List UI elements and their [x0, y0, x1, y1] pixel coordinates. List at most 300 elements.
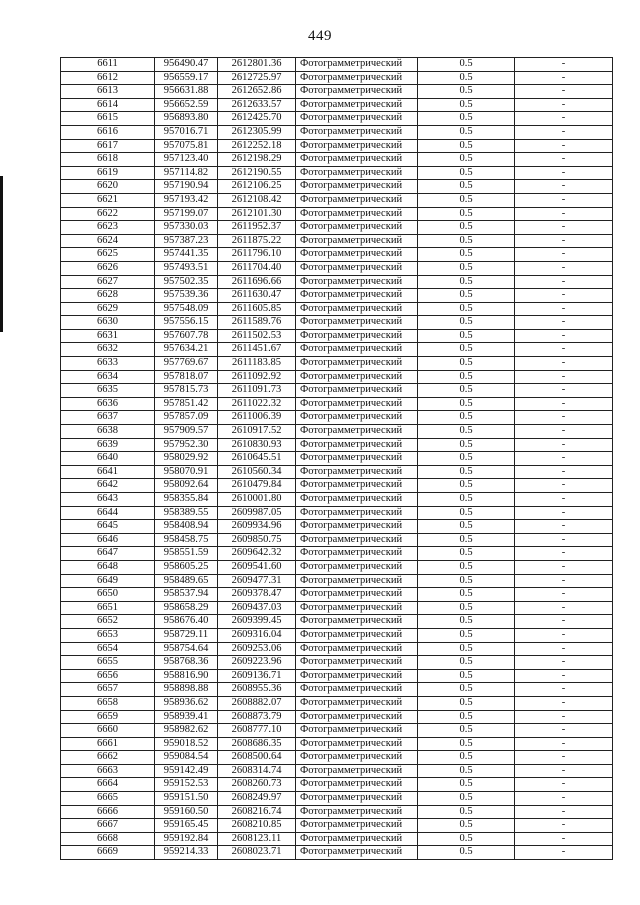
note-cell: -	[515, 343, 613, 357]
x-coordinate-cell: 956893.80	[155, 112, 218, 126]
point-number-cell: 6620	[61, 180, 155, 194]
x-coordinate-cell: 958458.75	[155, 533, 218, 547]
method-cell: Фотограмметрический	[296, 669, 418, 683]
note-cell: -	[515, 452, 613, 466]
accuracy-cell: 0.5	[418, 411, 515, 425]
note-cell: -	[515, 574, 613, 588]
table-row	[61, 153, 613, 167]
accuracy-cell: 0.5	[418, 370, 515, 384]
accuracy-cell: 0.5	[418, 601, 515, 615]
table-row	[61, 520, 613, 534]
accuracy-cell: 0.5	[418, 207, 515, 221]
accuracy-cell: 0.5	[418, 724, 515, 738]
point-number-cell: 6668	[61, 832, 155, 846]
y-coordinate-cell: 2611092.92	[218, 370, 296, 384]
accuracy-cell: 0.5	[418, 98, 515, 112]
note-cell: -	[515, 683, 613, 697]
accuracy-cell: 0.5	[418, 751, 515, 765]
note-cell: -	[515, 792, 613, 806]
table-row	[61, 832, 613, 846]
y-coordinate-cell: 2611502.53	[218, 329, 296, 343]
method-cell: Фотограмметрический	[296, 438, 418, 452]
table-row	[61, 343, 613, 357]
table-row	[61, 846, 613, 860]
point-number-cell: 6618	[61, 153, 155, 167]
table-row	[61, 493, 613, 507]
coordinates-table	[60, 57, 613, 860]
y-coordinate-cell: 2608873.79	[218, 710, 296, 724]
y-coordinate-cell: 2608882.07	[218, 696, 296, 710]
y-coordinate-cell: 2608500.64	[218, 751, 296, 765]
y-coordinate-cell: 2609642.32	[218, 547, 296, 561]
table-row	[61, 112, 613, 126]
y-coordinate-cell: 2611704.40	[218, 261, 296, 275]
table-row	[61, 452, 613, 466]
point-number-cell: 6612	[61, 71, 155, 85]
y-coordinate-cell: 2612633.57	[218, 98, 296, 112]
y-coordinate-cell: 2611589.76	[218, 316, 296, 330]
point-number-cell: 6622	[61, 207, 155, 221]
note-cell: -	[515, 832, 613, 846]
x-coordinate-cell: 959084.54	[155, 751, 218, 765]
method-cell: Фотограмметрический	[296, 819, 418, 833]
method-cell: Фотограмметрический	[296, 560, 418, 574]
y-coordinate-cell: 2609316.04	[218, 628, 296, 642]
accuracy-cell: 0.5	[418, 261, 515, 275]
table-body	[61, 58, 613, 860]
note-cell: -	[515, 166, 613, 180]
y-coordinate-cell: 2608210.85	[218, 819, 296, 833]
accuracy-cell: 0.5	[418, 275, 515, 289]
note-cell: -	[515, 724, 613, 738]
note-cell: -	[515, 98, 613, 112]
x-coordinate-cell: 957199.07	[155, 207, 218, 221]
method-cell: Фотограмметрический	[296, 520, 418, 534]
x-coordinate-cell: 957123.40	[155, 153, 218, 167]
table-row	[61, 289, 613, 303]
point-number-cell: 6654	[61, 642, 155, 656]
y-coordinate-cell: 2612198.29	[218, 153, 296, 167]
y-coordinate-cell: 2610479.84	[218, 479, 296, 493]
method-cell: Фотограмметрический	[296, 574, 418, 588]
note-cell: -	[515, 180, 613, 194]
point-number-cell: 6667	[61, 819, 155, 833]
table-row	[61, 710, 613, 724]
x-coordinate-cell: 957857.09	[155, 411, 218, 425]
x-coordinate-cell: 958936.62	[155, 696, 218, 710]
note-cell: -	[515, 479, 613, 493]
x-coordinate-cell: 959152.53	[155, 778, 218, 792]
table-row	[61, 397, 613, 411]
x-coordinate-cell: 957769.67	[155, 357, 218, 371]
method-cell: Фотограмметрический	[296, 642, 418, 656]
table-row	[61, 384, 613, 398]
method-cell: Фотограмметрический	[296, 71, 418, 85]
note-cell: -	[515, 547, 613, 561]
method-cell: Фотограмметрический	[296, 234, 418, 248]
method-cell: Фотограмметрический	[296, 764, 418, 778]
x-coordinate-cell: 957193.42	[155, 193, 218, 207]
x-coordinate-cell: 957815.73	[155, 384, 218, 398]
method-cell: Фотограмметрический	[296, 139, 418, 153]
note-cell: -	[515, 261, 613, 275]
method-cell: Фотограмметрический	[296, 316, 418, 330]
note-cell: -	[515, 275, 613, 289]
x-coordinate-cell: 959214.33	[155, 846, 218, 860]
note-cell: -	[515, 234, 613, 248]
note-cell: -	[515, 710, 613, 724]
x-coordinate-cell: 958551.59	[155, 547, 218, 561]
y-coordinate-cell: 2609850.75	[218, 533, 296, 547]
note-cell: -	[515, 139, 613, 153]
accuracy-cell: 0.5	[418, 343, 515, 357]
note-cell: -	[515, 357, 613, 371]
note-cell: -	[515, 846, 613, 860]
y-coordinate-cell: 2611451.67	[218, 343, 296, 357]
note-cell: -	[515, 411, 613, 425]
point-number-cell: 6626	[61, 261, 155, 275]
note-cell: -	[515, 316, 613, 330]
x-coordinate-cell: 958939.41	[155, 710, 218, 724]
point-number-cell: 6621	[61, 193, 155, 207]
note-cell: -	[515, 601, 613, 615]
table-row	[61, 425, 613, 439]
point-number-cell: 6623	[61, 221, 155, 235]
y-coordinate-cell: 2609477.31	[218, 574, 296, 588]
accuracy-cell: 0.5	[418, 180, 515, 194]
accuracy-cell: 0.5	[418, 832, 515, 846]
note-cell: -	[515, 207, 613, 221]
accuracy-cell: 0.5	[418, 465, 515, 479]
x-coordinate-cell: 957016.71	[155, 125, 218, 139]
point-number-cell: 6652	[61, 615, 155, 629]
x-coordinate-cell: 958389.55	[155, 506, 218, 520]
method-cell: Фотограмметрический	[296, 357, 418, 371]
x-coordinate-cell: 956652.59	[155, 98, 218, 112]
table-row	[61, 533, 613, 547]
method-cell: Фотограмметрический	[296, 751, 418, 765]
accuracy-cell: 0.5	[418, 547, 515, 561]
y-coordinate-cell: 2608249.97	[218, 792, 296, 806]
method-cell: Фотограмметрический	[296, 329, 418, 343]
note-cell: -	[515, 560, 613, 574]
accuracy-cell: 0.5	[418, 193, 515, 207]
x-coordinate-cell: 957493.51	[155, 261, 218, 275]
point-number-cell: 6637	[61, 411, 155, 425]
y-coordinate-cell: 2610001.80	[218, 493, 296, 507]
x-coordinate-cell: 957075.81	[155, 139, 218, 153]
note-cell: -	[515, 248, 613, 262]
accuracy-cell: 0.5	[418, 683, 515, 697]
accuracy-cell: 0.5	[418, 139, 515, 153]
method-cell: Фотограмметрический	[296, 547, 418, 561]
x-coordinate-cell: 957818.07	[155, 370, 218, 384]
point-number-cell: 6655	[61, 656, 155, 670]
point-number-cell: 6611	[61, 58, 155, 72]
x-coordinate-cell: 956490.47	[155, 58, 218, 72]
y-coordinate-cell: 2608314.74	[218, 764, 296, 778]
accuracy-cell: 0.5	[418, 384, 515, 398]
x-coordinate-cell: 958982.62	[155, 724, 218, 738]
x-coordinate-cell: 958676.40	[155, 615, 218, 629]
accuracy-cell: 0.5	[418, 221, 515, 235]
method-cell: Фотограмметрический	[296, 737, 418, 751]
x-coordinate-cell: 957851.42	[155, 397, 218, 411]
y-coordinate-cell: 2611875.22	[218, 234, 296, 248]
x-coordinate-cell: 957190.94	[155, 180, 218, 194]
accuracy-cell: 0.5	[418, 289, 515, 303]
y-coordinate-cell: 2608955.36	[218, 683, 296, 697]
x-coordinate-cell: 959165.45	[155, 819, 218, 833]
x-coordinate-cell: 959151.50	[155, 792, 218, 806]
table-row	[61, 139, 613, 153]
table-row	[61, 737, 613, 751]
accuracy-cell: 0.5	[418, 710, 515, 724]
accuracy-cell: 0.5	[418, 506, 515, 520]
accuracy-cell: 0.5	[418, 642, 515, 656]
table-row	[61, 642, 613, 656]
point-number-cell: 6647	[61, 547, 155, 561]
method-cell: Фотограмметрический	[296, 588, 418, 602]
method-cell: Фотограмметрический	[296, 452, 418, 466]
y-coordinate-cell: 2612425.70	[218, 112, 296, 126]
point-number-cell: 6624	[61, 234, 155, 248]
method-cell: Фотограмметрический	[296, 411, 418, 425]
accuracy-cell: 0.5	[418, 112, 515, 126]
note-cell: -	[515, 438, 613, 452]
method-cell: Фотограмметрический	[296, 275, 418, 289]
method-cell: Фотограмметрический	[296, 656, 418, 670]
y-coordinate-cell: 2611605.85	[218, 302, 296, 316]
x-coordinate-cell: 957548.09	[155, 302, 218, 316]
y-coordinate-cell: 2612801.36	[218, 58, 296, 72]
y-coordinate-cell: 2608260.73	[218, 778, 296, 792]
accuracy-cell: 0.5	[418, 493, 515, 507]
table-row	[61, 805, 613, 819]
table-row	[61, 234, 613, 248]
method-cell: Фотограмметрический	[296, 615, 418, 629]
method-cell: Фотограмметрический	[296, 805, 418, 819]
x-coordinate-cell: 957502.35	[155, 275, 218, 289]
point-number-cell: 6653	[61, 628, 155, 642]
note-cell: -	[515, 85, 613, 99]
y-coordinate-cell: 2612305.99	[218, 125, 296, 139]
y-coordinate-cell: 2611696.66	[218, 275, 296, 289]
accuracy-cell: 0.5	[418, 846, 515, 860]
y-coordinate-cell: 2608777.10	[218, 724, 296, 738]
y-coordinate-cell: 2611006.39	[218, 411, 296, 425]
table-row	[61, 411, 613, 425]
page-number: 449	[308, 28, 332, 44]
point-number-cell: 6662	[61, 751, 155, 765]
note-cell: -	[515, 397, 613, 411]
x-coordinate-cell: 957909.57	[155, 425, 218, 439]
note-cell: -	[515, 329, 613, 343]
note-cell: -	[515, 112, 613, 126]
table-row	[61, 547, 613, 561]
accuracy-cell: 0.5	[418, 628, 515, 642]
method-cell: Фотограмметрический	[296, 125, 418, 139]
table-row	[61, 574, 613, 588]
y-coordinate-cell: 2611630.47	[218, 289, 296, 303]
accuracy-cell: 0.5	[418, 316, 515, 330]
method-cell: Фотограмметрический	[296, 683, 418, 697]
point-number-cell: 6631	[61, 329, 155, 343]
method-cell: Фотограмметрический	[296, 261, 418, 275]
note-cell: -	[515, 615, 613, 629]
accuracy-cell: 0.5	[418, 166, 515, 180]
y-coordinate-cell: 2609541.60	[218, 560, 296, 574]
y-coordinate-cell: 2610830.93	[218, 438, 296, 452]
method-cell: Фотограмметрический	[296, 696, 418, 710]
y-coordinate-cell: 2610645.51	[218, 452, 296, 466]
note-cell: -	[515, 642, 613, 656]
accuracy-cell: 0.5	[418, 520, 515, 534]
y-coordinate-cell: 2608023.71	[218, 846, 296, 860]
point-number-cell: 6619	[61, 166, 155, 180]
method-cell: Фотограмметрический	[296, 166, 418, 180]
x-coordinate-cell: 957387.23	[155, 234, 218, 248]
note-cell: -	[515, 302, 613, 316]
y-coordinate-cell: 2611952.37	[218, 221, 296, 235]
note-cell: -	[515, 805, 613, 819]
table-row	[61, 588, 613, 602]
table-row	[61, 248, 613, 262]
note-cell: -	[515, 506, 613, 520]
note-cell: -	[515, 125, 613, 139]
method-cell: Фотограмметрический	[296, 180, 418, 194]
y-coordinate-cell: 2609378.47	[218, 588, 296, 602]
point-number-cell: 6648	[61, 560, 155, 574]
x-coordinate-cell: 959160.50	[155, 805, 218, 819]
table-row	[61, 656, 613, 670]
table-row	[61, 751, 613, 765]
note-cell: -	[515, 193, 613, 207]
method-cell: Фотограмметрический	[296, 493, 418, 507]
x-coordinate-cell: 957330.03	[155, 221, 218, 235]
point-number-cell: 6663	[61, 764, 155, 778]
x-coordinate-cell: 957441.35	[155, 248, 218, 262]
method-cell: Фотограмметрический	[296, 792, 418, 806]
note-cell: -	[515, 71, 613, 85]
x-coordinate-cell: 956559.17	[155, 71, 218, 85]
method-cell: Фотограмметрический	[296, 425, 418, 439]
table-row	[61, 98, 613, 112]
method-cell: Фотограмметрический	[296, 221, 418, 235]
accuracy-cell: 0.5	[418, 615, 515, 629]
method-cell: Фотограмметрический	[296, 384, 418, 398]
note-cell: -	[515, 628, 613, 642]
accuracy-cell: 0.5	[418, 656, 515, 670]
table-row	[61, 85, 613, 99]
point-number-cell: 6615	[61, 112, 155, 126]
method-cell: Фотограмметрический	[296, 58, 418, 72]
table-row	[61, 370, 613, 384]
x-coordinate-cell: 957539.36	[155, 289, 218, 303]
method-cell: Фотограмметрический	[296, 506, 418, 520]
accuracy-cell: 0.5	[418, 125, 515, 139]
point-number-cell: 6628	[61, 289, 155, 303]
accuracy-cell: 0.5	[418, 452, 515, 466]
note-cell: -	[515, 493, 613, 507]
accuracy-cell: 0.5	[418, 805, 515, 819]
x-coordinate-cell: 958489.65	[155, 574, 218, 588]
y-coordinate-cell: 2609136.71	[218, 669, 296, 683]
y-coordinate-cell: 2612108.42	[218, 193, 296, 207]
point-number-cell: 6644	[61, 506, 155, 520]
point-number-cell: 6633	[61, 357, 155, 371]
table-row	[61, 261, 613, 275]
accuracy-cell: 0.5	[418, 357, 515, 371]
note-cell: -	[515, 370, 613, 384]
point-number-cell: 6665	[61, 792, 155, 806]
note-cell: -	[515, 153, 613, 167]
point-number-cell: 6639	[61, 438, 155, 452]
point-number-cell: 6666	[61, 805, 155, 819]
accuracy-cell: 0.5	[418, 819, 515, 833]
method-cell: Фотограмметрический	[296, 207, 418, 221]
accuracy-cell: 0.5	[418, 533, 515, 547]
y-coordinate-cell: 2608216.74	[218, 805, 296, 819]
x-coordinate-cell: 957556.15	[155, 316, 218, 330]
y-coordinate-cell: 2610917.52	[218, 425, 296, 439]
point-number-cell: 6664	[61, 778, 155, 792]
point-number-cell: 6650	[61, 588, 155, 602]
point-number-cell: 6630	[61, 316, 155, 330]
accuracy-cell: 0.5	[418, 696, 515, 710]
note-cell: -	[515, 778, 613, 792]
x-coordinate-cell: 958729.11	[155, 628, 218, 642]
accuracy-cell: 0.5	[418, 588, 515, 602]
note-cell: -	[515, 58, 613, 72]
note-cell: -	[515, 696, 613, 710]
x-coordinate-cell: 958816.90	[155, 669, 218, 683]
table-row	[61, 683, 613, 697]
table-row	[61, 628, 613, 642]
point-number-cell: 6643	[61, 493, 155, 507]
x-coordinate-cell: 958898.88	[155, 683, 218, 697]
y-coordinate-cell: 2609223.96	[218, 656, 296, 670]
y-coordinate-cell: 2611091.73	[218, 384, 296, 398]
x-coordinate-cell: 958658.29	[155, 601, 218, 615]
table-row	[61, 275, 613, 289]
method-cell: Фотограмметрический	[296, 193, 418, 207]
method-cell: Фотограмметрический	[296, 248, 418, 262]
method-cell: Фотограмметрический	[296, 112, 418, 126]
x-coordinate-cell: 959192.84	[155, 832, 218, 846]
table-row	[61, 221, 613, 235]
table-row	[61, 166, 613, 180]
table-row	[61, 669, 613, 683]
accuracy-cell: 0.5	[418, 85, 515, 99]
y-coordinate-cell: 2611022.32	[218, 397, 296, 411]
note-cell: -	[515, 588, 613, 602]
y-coordinate-cell: 2608123.11	[218, 832, 296, 846]
table-row	[61, 724, 613, 738]
accuracy-cell: 0.5	[418, 302, 515, 316]
y-coordinate-cell: 2612106.25	[218, 180, 296, 194]
point-number-cell: 6645	[61, 520, 155, 534]
method-cell: Фотограмметрический	[296, 479, 418, 493]
y-coordinate-cell: 2612190.55	[218, 166, 296, 180]
table-row	[61, 302, 613, 316]
note-cell: -	[515, 751, 613, 765]
table-row	[61, 71, 613, 85]
accuracy-cell: 0.5	[418, 248, 515, 262]
note-cell: -	[515, 221, 613, 235]
note-cell: -	[515, 384, 613, 398]
accuracy-cell: 0.5	[418, 234, 515, 248]
